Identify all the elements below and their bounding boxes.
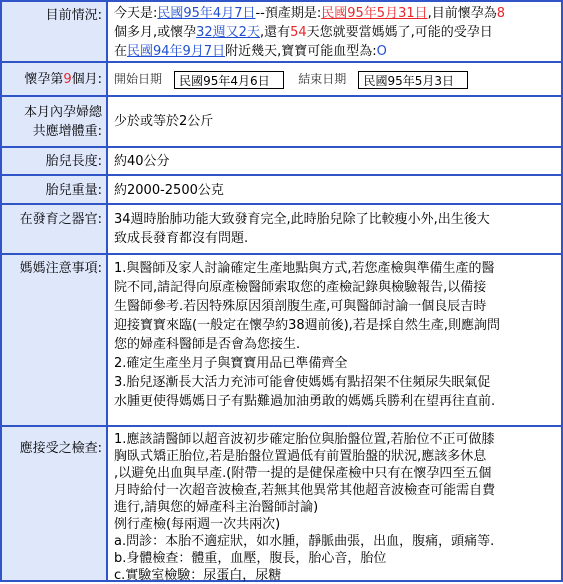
due-date: 民國95年5月31日 bbox=[321, 6, 428, 21]
notes-label: 媽媽注意事項: bbox=[19, 261, 102, 276]
today-prefix: 今天是: bbox=[114, 6, 158, 21]
exams-line: ,以避免出血與早產.(附帶一提的是健保產檢中只有在懷孕四至五個 bbox=[114, 466, 492, 481]
status-text-2a: 個多月,或懷孕 bbox=[114, 25, 197, 40]
start-date-field[interactable]: 民國95年4月6日 bbox=[174, 71, 284, 89]
status-text-2b: ,還有 bbox=[259, 25, 291, 40]
notes-line: 2.確定生產坐月子與寶寶用品已準備齊全 bbox=[114, 356, 348, 371]
weight-gain-value: 少於或等於2公斤 bbox=[114, 114, 214, 129]
exams-label: 應接受之檢查: bbox=[19, 441, 102, 456]
due-prefix: --預產期是: bbox=[255, 6, 322, 21]
weight-gain-value-cell bbox=[108, 97, 561, 146]
fetal-weight-value-cell bbox=[108, 176, 561, 203]
notes-line: 1.與醫師及家人討論確定生產地點與方式,若您產檢與準備生產的醫 bbox=[114, 261, 495, 276]
start-date-label: 開始日期 bbox=[114, 72, 163, 86]
notes-line: 您的婦產科醫師是否會為您接生. bbox=[114, 337, 301, 352]
exams-label-cell bbox=[2, 427, 106, 580]
fetal-length-value: 約40公分 bbox=[114, 154, 170, 169]
fetal-weight-label-cell bbox=[2, 176, 106, 203]
organs-label: 在發育之器官: bbox=[19, 212, 102, 227]
fetal-length-label-cell bbox=[2, 148, 106, 174]
notes-line: 生醫師參考.若因特殊原因須剖腹生產,可與醫師討論一個良辰吉時 bbox=[114, 299, 487, 314]
status-text-2c: 天您就要當媽媽了,可能的受孕日 bbox=[306, 25, 493, 40]
weight-gain-label-1: 本月內孕婦總 bbox=[23, 105, 102, 120]
weight-gain-label-cell bbox=[2, 97, 106, 146]
exams-line: c.實驗室檢驗：尿蛋白，尿糖 bbox=[114, 568, 282, 583]
notes-line: 3.胎兒逐漸長大活力充沛可能會使媽媽有點招架不住頻尿失眠氣促 bbox=[114, 375, 491, 390]
fetal-length-value-cell bbox=[108, 148, 561, 174]
organs-value-cell bbox=[108, 205, 561, 253]
fetal-length-label: 胎兒長度: bbox=[45, 154, 102, 169]
conception-date: 民國94年9月7日 bbox=[127, 44, 226, 59]
status-text-3b: 附近幾天,寶寶可能血型為: bbox=[225, 44, 377, 59]
exams-value-cell bbox=[108, 427, 561, 583]
exams-line: 1.應該請醫師以超音波初步確定胎位與胎盤位置,若胎位不正可做膝 bbox=[114, 432, 495, 447]
status-label-cell bbox=[2, 2, 106, 61]
fetal-weight-value: 約2000-2500公克 bbox=[114, 183, 224, 198]
exams-line: a.問診：本胎不適症狀，如水腫，靜脈曲張，出血，腹痛，頭痛等. bbox=[114, 534, 495, 549]
notes-label-cell bbox=[2, 255, 106, 425]
exams-line: 例行產檢(每兩週一次共兩次) bbox=[114, 517, 281, 532]
days-left: 54 bbox=[290, 25, 307, 40]
organs-line-2: 致成長發育都沒有問題. bbox=[114, 231, 249, 246]
today-date: 民國95年4月7日 bbox=[157, 6, 256, 21]
organs-line-1: 34週時胎肺功能大致發育完全,此時胎兒除了比較瘦小外,出生後大 bbox=[114, 212, 490, 227]
blood-type: O bbox=[376, 44, 387, 59]
month-number: 9 bbox=[63, 72, 72, 87]
status-label: 目前情況: bbox=[45, 8, 102, 23]
weeks-prefix: ,目前懷孕為 bbox=[427, 6, 497, 21]
exams-line: b.身體檢查：體重，血壓，腹長，胎心音，胎位 bbox=[114, 551, 387, 566]
month-label: 懷孕第9個月: bbox=[24, 72, 102, 87]
organs-label-cell bbox=[2, 205, 106, 253]
weight-gain-label-2: 共應增體重: bbox=[32, 124, 102, 139]
end-date-field[interactable]: 民國95年5月3日 bbox=[358, 71, 468, 89]
month-value-cell bbox=[108, 63, 561, 95]
status-text-3a: 在 bbox=[114, 44, 128, 59]
end-date-label: 結束日期 bbox=[298, 72, 347, 86]
months-count: 8 bbox=[496, 6, 506, 21]
month-label-cell bbox=[2, 63, 106, 95]
fetal-weight-label: 胎兒重量: bbox=[45, 183, 102, 198]
weeks-days: 32週又2天 bbox=[196, 25, 260, 40]
status-value-cell bbox=[108, 2, 561, 61]
notes-line: 迎接寶寶來臨(一般定在懷孕約38週前後),若是採自然生產,則應詢問 bbox=[114, 318, 500, 333]
notes-line: 院不同,請記得向原產檢醫師索取您的產檢記錄與檢驗報告,以備接 bbox=[114, 280, 487, 295]
exams-line: 進行,請與您的婦產科主治醫師討論) bbox=[114, 500, 319, 515]
exams-line: 月時給付一次超音波檢查,若無其他異常其他超音波檢查可能需自費 bbox=[114, 483, 496, 498]
exams-line: 胸臥式矯正胎位,若是胎盤位置過低有前置胎盤的狀況,應該多休息 bbox=[114, 449, 487, 464]
notes-line: 水腫更使得媽媽日子有點難過加油勇敢的媽媽兵勝利在望再往直前. bbox=[114, 394, 496, 409]
notes-value-cell bbox=[108, 255, 561, 425]
